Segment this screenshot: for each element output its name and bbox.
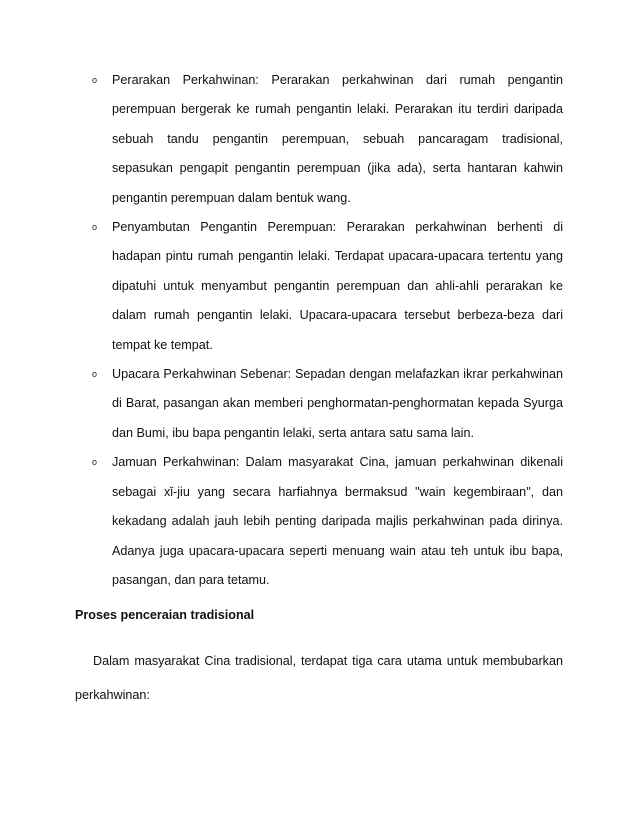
section-paragraph: Dalam masyarakat Cina tradisional, terdapat tiga cara utama untuk membubarkan perkahwinan:: [75, 654, 563, 702]
bullet-list: [0, 66, 638, 595]
hollow-bullet-icon: o: [92, 457, 98, 468]
list-item: [92, 360, 563, 448]
list-item-text: Perarakan Perkahwinan: Perarakan perkahwinan dari rumah pengantin perempuan bergerak ke rumah pengantin lelaki. Perarakan itu terdiri daripada sebuah tandu pengantin perempuan, sebuah pancaragam tradisional, sepasukan pengapit pengantin perempuan (jika ada), serta hantaran kahwin pengantin perempuan dalam bentuk wang.: [112, 73, 563, 205]
list-item: [92, 66, 563, 213]
section-heading: Proses penceraian tradisional: [75, 608, 255, 622]
hollow-bullet-icon: o: [92, 75, 98, 85]
list-item-text: Upacara Perkahwinan Sebenar: Sepadan dengan melafazkan ikrar perkahwinan di Barat, pasangan akan memberi penghormatan-penghormatan kepada Syurga dan Bumi, ibu bapa pengantin lelaki, serta antara satu sama lain.: [112, 367, 563, 440]
list-item-text: Jamuan Perkahwinan: Dalam masyarakat Cina, jamuan perkahwinan dikenali sebagai xǐ-jiu yang secara harfiahnya bermaksud "wain kegembiraan", dan kekadang adalah jauh lebih penting daripada majlis perkahwinan pada dirinya. Adanya juga upacara-upacara seperti menuang wain atau teh untuk ibu bapa, pasangan, dan para tetamu.: [112, 455, 563, 587]
list-item: [92, 448, 563, 595]
hollow-bullet-icon: o: [92, 222, 98, 233]
list-item-text: Penyambutan Pengantin Perempuan: Perarakan perkahwinan berhenti di hadapan pintu rumah pengantin lelaki. Terdapat upacara-upacara tertentu yang dipatuhi untuk menyambut pengantin perempuan dan ahli-ahli perarakan ke dalam rumah pengantin lelaki. Upacara-upacara tersebut berbeza-beza dari tempat ke tempat.: [112, 220, 563, 352]
hollow-bullet-icon: o: [92, 369, 98, 380]
list-item: [92, 213, 563, 360]
